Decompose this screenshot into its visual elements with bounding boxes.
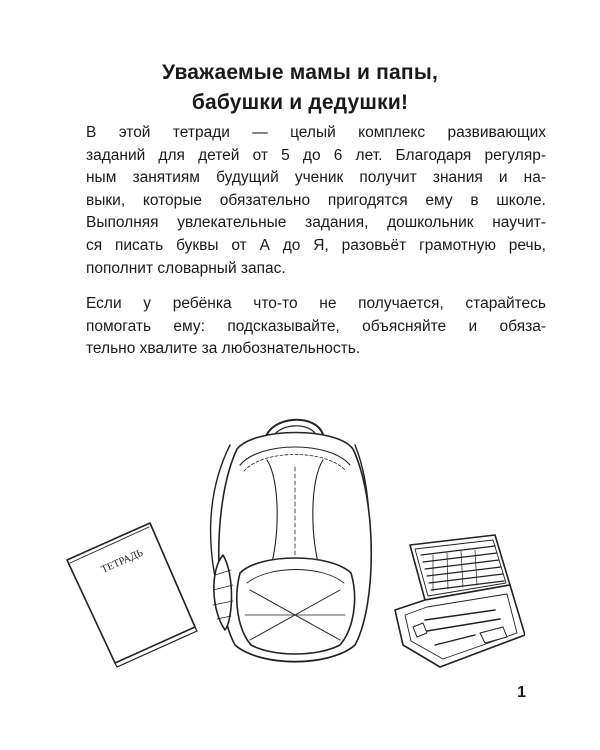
paragraph-2	[58, 293, 546, 361]
text-line: помогать ему: подсказывайте, объясняйте и обяза-	[86, 317, 546, 335]
pencil-case-icon	[395, 535, 525, 667]
intro-text	[58, 122, 546, 374]
text-line: тельно хвалите за любознательность.	[86, 340, 361, 358]
backpack-icon	[211, 420, 372, 662]
school-supplies-illustration	[55, 405, 525, 695]
text-line: выки, которые обязательно пригодятся ему в школе.	[86, 191, 546, 209]
page-number: 1	[517, 684, 526, 701]
paragraph-1	[58, 122, 546, 280]
notebook-icon	[67, 523, 197, 667]
text-line: ным занятиям будущий ученик получит знания и на-	[86, 169, 546, 187]
text-line: Выполняя увлекательные задания, дошкольник научит-	[86, 214, 546, 232]
title-line-2: бабушки и дедушки!	[191, 91, 409, 114]
page-title	[0, 58, 600, 118]
title-line-1: Уважаемые мамы и папы,	[162, 61, 438, 84]
text-line: Если у ребёнка что-то не получается, старайтесь	[86, 295, 546, 313]
text-line: В этой тетради — целый комплекс развивающих	[86, 124, 546, 141]
text-line: пополнит словарный запас.	[86, 259, 286, 277]
text-line: заданий для детей от 5 до 6 лет. Благодаря регуляр-	[86, 146, 546, 164]
notebook-label: ТЕТРАДЬ	[99, 547, 145, 576]
text-line: ся писать буквы от А до Я, разовьёт грамотную речь,	[86, 236, 546, 254]
